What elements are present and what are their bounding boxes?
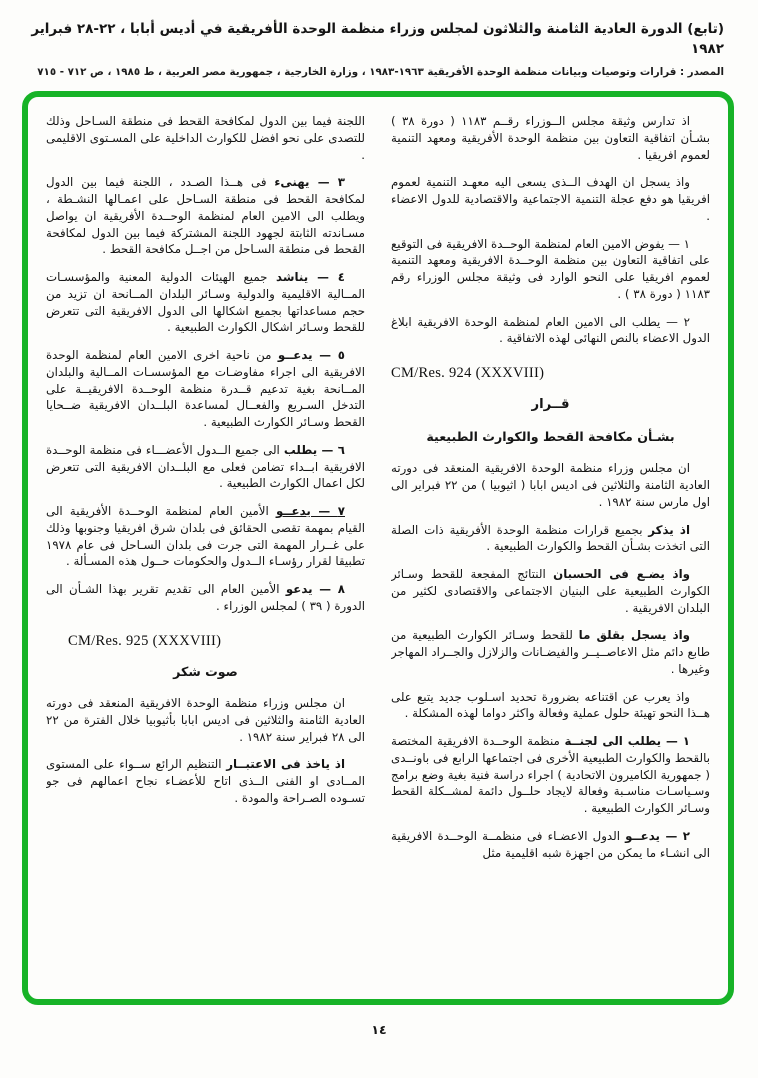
bold-lead: اذ ياخذ فى الاعتبــار [226,757,345,772]
paragraph-text: اذ تدارس وثيقة مجلس الــوزراء رقــم ١١٨٣ ( دورة ٣٨ ) بشـأن اتفاقية التعاون بين منظمة الوحدة الأفريقية ومعهد التنمية لعموم افريقيا . [391,114,710,162]
page-footer [0,1022,758,1037]
session-title: (تابع) الدورة العادية الثامنة والثلاثون لمجلس وزراء منظمة الوحدة الأفريقية في أديس أبابا ، ٢٢-٢٨ فبراير ١٩٨٢ [31,21,724,57]
paragraph-text: ١ — يفوض الامين العام لمنظمة الوحــدة الافريقية فى التوقيع على اتفاقية التعاون بين منظمة الوحــدة الافريقية ومعهد التنمية لعموم افريقيا على النحو الوارد فى وثيقة مجلس الوزراء رقم ١١٨٣ ( دورة ٣٨ ) . [391,236,710,301]
paragraph-text: ان مجلس وزراء منظمة الوحدة الافريقية المنعقد فى دورته العادية الثامنة والثلاثين فى اديس ابابا ( اثيوبيا ) من ٢٢ فبراير الى اول مارس سنة ١٩٨٢ . [391,461,710,509]
paragraph-text: من ناحية اخرى الامين العام لمنظمة الوحدة الافريقية الى اجراء مفاوضـات مع المؤسسـات المــالية والبلدان المــانحة بغية تدعيم قــدرة منظمة الوحــدة الافريقيــة على التدخل السـريع والفعــال لمساعدة البلــدان الافريقية ضــحايا القحط وسـائر الكوارث الطبيعية . [46,348,365,430]
underlined-lead: ٧ — يدعــو [276,504,345,519]
paragraph-text: جميع الهيئات الدولية المعنية والمؤسسـات المــالية الاقليمية والدولية وسـائر البلدان المــانحة ان تزيد من حجم مساعداتها بجميع اشكالها الى الدول الافريقية التى تتعرض للقحط وسـائر اشكال الكوارث الطبيعية . [46,270,365,335]
clause-considered-document-1183 [391,113,710,163]
paragraph-text: الدول الاعضـاء فى منظمــة الوحــدة الافريقية الى انشـاء ما يمكن من اجهزة شبه اقليمية مثل [391,828,710,860]
bold-lead: ٨ — يدعو [285,582,345,597]
two-column-layout [46,113,710,991]
res925-taking-into-account-clause [46,756,365,806]
res924-item-8-report-session-39 [46,581,365,615]
paragraph-text: فى هــذا الصـدد ، اللجنة فيما بين الدول لمكافحة القحط فى منطقة السـاحل على اعمـالها النشـطة ، ويطلب الى الامين العام لمنظمة الوحــدة الأفريقية ان يواصل مسـاندته الثابتة لجهود اللجنة المشتركة فيما بين الدول لمكافحة القحط فى منطقة السـاحل من اجــل مكافحة القحط . [46,175,365,257]
paragraph-text: واذ يسجل ان الهدف الــذى يسعى اليه معهـد التنمية لعموم افريقيا هو دفع عجلة التنمية الاجتماعية والاقتصادية للدول الاعضاء . [391,175,710,223]
bold-lead: ٣ — يهنىء [274,175,345,190]
res924-item-1-requests-committee [391,733,710,817]
paragraph-text: للقحط وسـائر الكوارث الطبيعية من طابع دائم مثل الاعاصــيــر والفيضـانات والزلازل والجــراد المهاجر وغيرها . [391,628,710,676]
bold-lead: ٦ — يطلب [283,442,345,457]
res924-recalling-clause [391,522,710,556]
bold-lead: اذ يذكر [648,522,690,537]
paragraph-text: النتائج المفجعة للقحط وسـائر الكوارث الطبيعية على البنيان الاجتماعى والاقتصادى لكثير من البلدان الافريقية . [391,567,710,615]
document-frame [22,91,734,1005]
page-number: ١٤ [371,1022,387,1038]
paragraph-text: الى جميع الــدول الأعضـــاء فى منظمة الوحــدة الافريقية ابــداء تضامن فعلى مع البلــدان الافريقية التى تتعرض لكل اعمال الكوارث الطبيعية . [46,442,365,491]
column-left [46,113,365,991]
res925-preamble-session [46,695,365,745]
column-right [391,113,710,991]
paragraph-text: التنظيم الرائع ســواء على المستوى المــادى او الفنى الــذى اتاح للأعضـاء نجاح اعمالهم فى جو تسـوده الصـراحة والمودة . [46,757,365,805]
paragraph-text: الأمين العام لمنظمة الوحــدة الأفريقية الى القيام بمهمة تقصى الحقائق فى بلدان شرق افريقيا وجنوبها وذلك على غــرار المهمة التى جرت فى بلدان السـاحل فى عام ١٩٧٨ تطبيقا لقرار رؤسـاء الــدول والحكومات حــول هذه المسـألة . [46,504,365,569]
heading-resolution: قــرار [531,396,570,412]
paragraph-text: الأمين العام الى تقديم تقرير بهذا الشـأن الى الدورة ( ٣٩ ) لمجلس الوزراء . [46,582,365,613]
bold-lead: واذ يضـع فى الحسبان [553,567,690,582]
res924-item-6-requests-solidarity [46,442,365,492]
paragraph-text: اللجنة فيما بين الدول لمكافحة القحط فى منطقة السـاحل وذلك للتصدى على نحو افضل للكوارث الداخلية على المسـتوى الاقليمى . [46,114,365,162]
heading-drought-disasters-subject: بشـأن مكافحة القحط والكوارث الطبيعية [426,429,675,445]
res924-item-5-invites-sg-negotiations [46,347,365,431]
paragraph-text: واذ يعرب عن اقتناعه بضرورة تحديد اسـلوب جديد يتبع على هــذا النحو تهيئة حلول عملية وفعالة واكثر دواما لهذه المشكلة . [391,689,710,721]
resolution-ref-924: CM/Res. 924 (XXXVIII) [391,365,545,382]
res924-convinced-clause [391,689,710,723]
clause-noting-goal-of-institute [391,174,710,224]
res924-considering-clause [391,566,710,616]
bold-lead: واذ يسجل بقلق ما [578,628,691,643]
bold-lead: ٢ — يدعــو [625,828,690,843]
paragraph-text: منظمة الوحــدة الافريقية المختصة بالقحط والكوارث الطبيعية الأخرى فى اجتماعها الرابع فى باونــدى ( جمهورية الكاميرون الاتحادية ) اجراء دراسة فنية بغية وضع برامج وسـياسـات مناسـبة وفعالة لايجاد حلــول دائمة لمشــكلة القحط وسـائر الكوارث الطبيعية . [391,734,710,816]
paragraph-text: ٢ — يطلب الى الامين العام لمنظمة الوحدة الافريقية ابلاغ الدول الاعضاء بالنص النهائى لهذه الاتفاقية . [391,314,710,346]
bold-lead: ١ — يطلب الى لجنــة [564,734,690,749]
res924-item-4-appeals-bodies [46,269,365,336]
res923-item-2-request-sg [391,314,710,348]
source-line: المصدر : قرارات وتوصيات وبيانات منظمة الوحدة الأفريقية ١٩٦٣-١٩٨٣ ، وزارة الخارجية ، جمهورية مصر العربية ، ط ١٩٨٥ ، ص ٧١٢ - ٧١٥ [37,66,724,79]
resolution-ref-925: CM/Res. 925 (XXXVIII) [68,632,222,649]
res924-item-2-continuation [46,113,365,163]
paragraph-text: بجميع قرارات منظمة الوحدة الأفريقية ذات الصلة التى اتخذت بشـأن القحط والكوارث الطبيعية . [391,522,710,554]
bold-lead: ٤ — يناشد [276,270,345,285]
res924-preamble-session [391,460,710,510]
paragraph-text: ان مجلس وزراء منظمة الوحدة الافريقية المنعقد فى دورته العادية الثامنة والثلاثين فى اديس ابابا بأثيوبيا خلال الفترة من ٢٢ الى ٢٨ فبراير سنة ١٩٨٢ . [46,696,365,744]
page-header [0,0,758,78]
bold-lead: ٥ — يدعــو [277,348,345,363]
res924-noting-with-concern-clause [391,627,710,677]
res923-item-1-authorize-sg [391,236,710,303]
res924-item-7-fact-finding-mission [46,503,365,570]
res924-item-2-invites-states [391,828,710,862]
heading-vote-of-thanks: صوت شكر [173,664,238,680]
res924-item-3-congratulates-cilss [46,174,365,258]
